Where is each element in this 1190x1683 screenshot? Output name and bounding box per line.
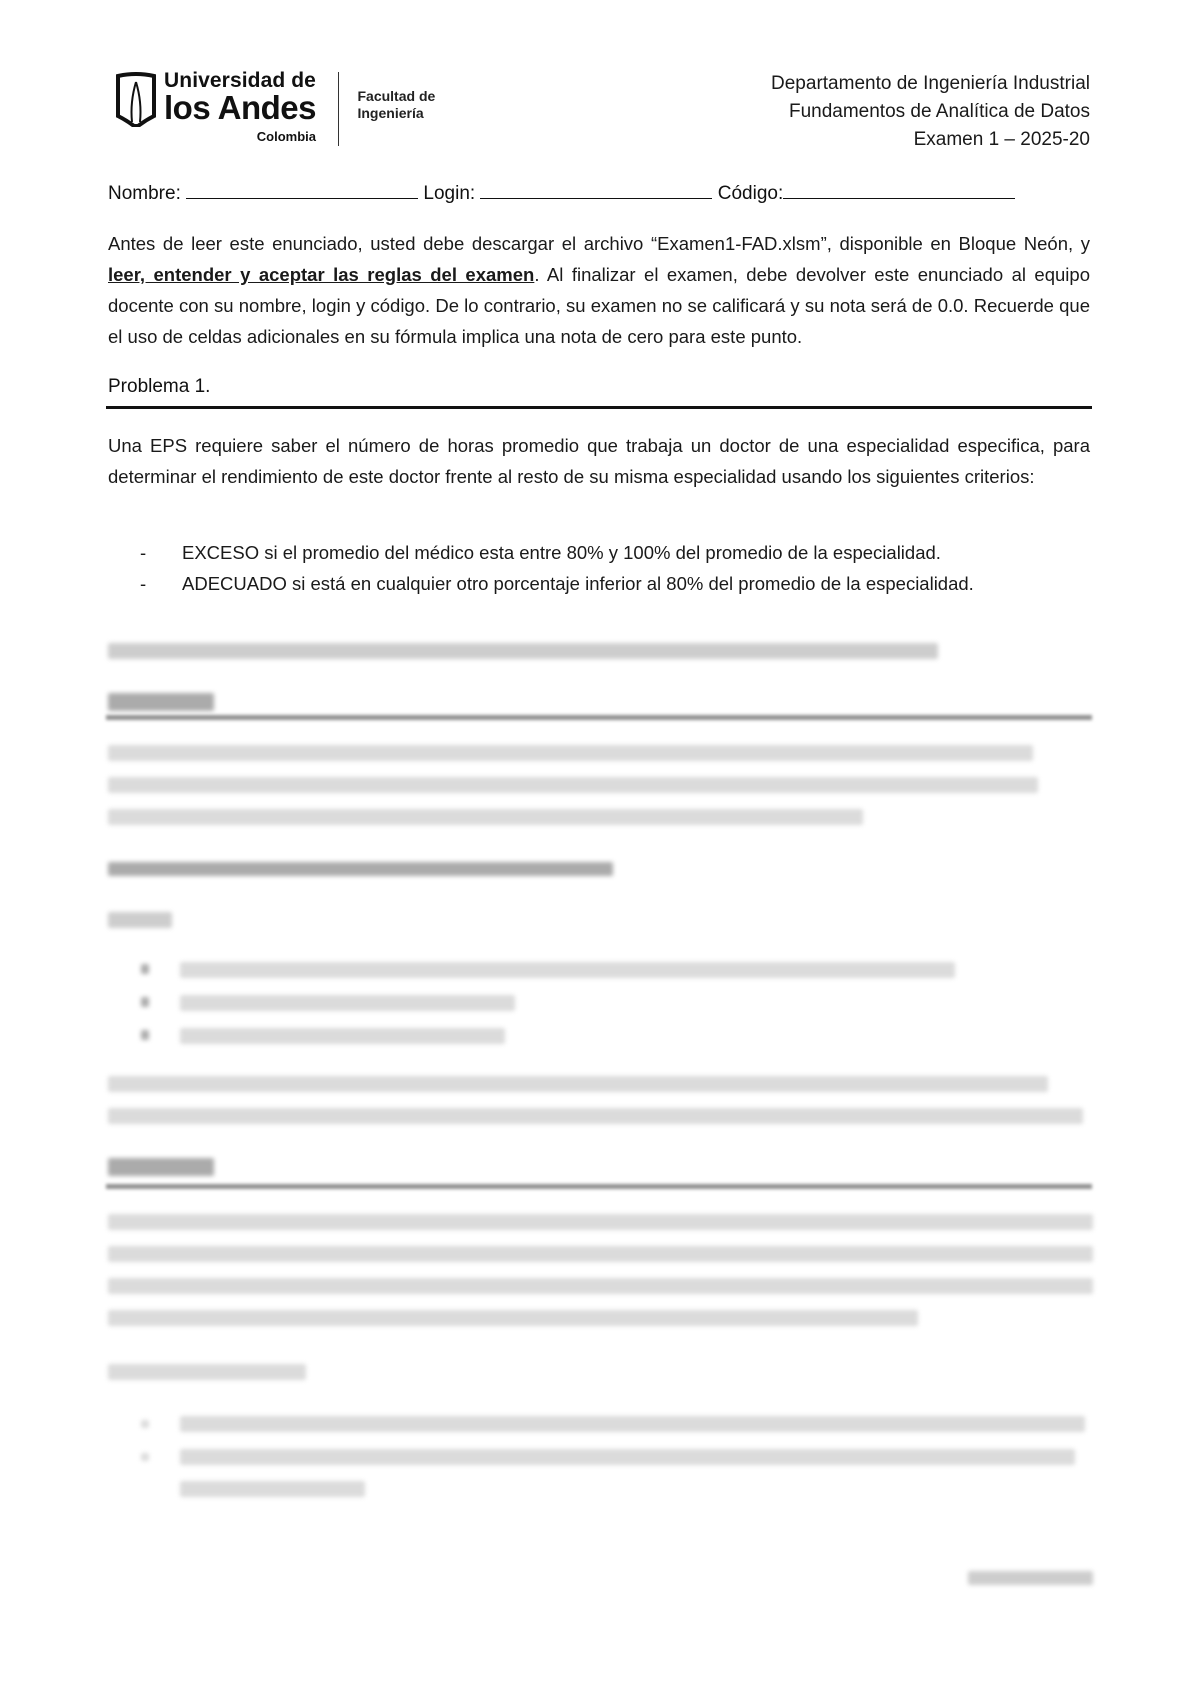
redacted-bullet [141,1030,149,1040]
exam-title: Examen 1 – 2025-20 [913,129,1090,150]
redacted-line [180,1481,365,1497]
redacted-line [180,962,955,978]
university-name-line1: Universidad de [164,69,316,92]
criteria-item [140,537,974,568]
bullet-dash: - [140,573,147,594]
redacted-line [108,1108,1083,1124]
intro-text-1: Antes de leer este enunciado, usted debe descargar el archivo “Examen1-FAD.xlsm”, disponible en Bloque Neón, y [108,233,1090,254]
university-shield-icon [116,72,156,127]
criteria-text: EXCESO si el promedio del médico esta entre 80% y 100% del promedio de la especialidad. [182,542,941,563]
intro-paragraph [108,228,1090,352]
redacted-line [180,995,515,1011]
redacted-line [108,745,1033,761]
redacted-line [108,1076,1048,1092]
redacted-line [108,643,938,659]
redacted-line [108,912,172,928]
exam-rules-link[interactable]: leer, entender y aceptar las reglas del examen [108,264,535,285]
bullet-dash: - [140,542,147,563]
problem1-title: Problema 1. [108,376,211,397]
faculty-line2: Ingeniería [357,104,424,121]
problem1-divider [106,406,1092,409]
criteria-text: ADECUADO si está en cualquier otro porcentaje inferior al 80% del promedio de la especialidad. [182,573,974,594]
header-info [771,70,1090,154]
redacted-bullet [141,1420,149,1428]
university-name-line2: los Andes [164,89,316,126]
redacted-divider [106,1184,1092,1189]
redacted-line [108,1246,1093,1262]
problem1-criteria [140,537,974,599]
redacted-line [108,777,1038,793]
university-logo [116,70,435,150]
intro-text-2: . Al finalizar el examen, debe devolver este enunciado al equipo docente con su nombre, login y código. De lo contrario, su examen no se calificará y su nota será de 0.0. Recuerde que el uso de celdas adicionales en su fórmula implica una nota de cero para este punto. [108,264,1090,347]
redacted-line [108,1364,306,1380]
student-fields [108,180,1015,205]
redacted-bullet [141,1453,149,1461]
redacted-line [180,1416,1085,1432]
redacted-divider [106,715,1092,720]
logo-divider [338,72,340,146]
login-label: Login: [423,183,476,204]
department-name: Departamento de Ingeniería Industrial [771,73,1090,94]
redacted-line [108,1214,1093,1230]
problem1-statement: Una EPS requiere saber el número de horas promedio que trabaja un doctor de una especialidad especifica, para determinar el rendimiento de este doctor frente al resto de su misma especialidad usando los siguientes criterios: [108,435,1090,487]
course-name: Fundamentos de Analítica de Datos [788,101,1090,122]
redacted-line [108,1310,918,1326]
redacted-line [108,1278,1093,1294]
redacted-line [108,862,613,876]
redacted-bullet [141,997,149,1007]
login-field[interactable] [480,180,712,199]
criteria-item [140,568,974,599]
faculty-name [357,88,435,122]
code-field[interactable] [783,180,1015,199]
university-country: Colombia [256,129,316,144]
redacted-heading [108,693,214,711]
page-number [968,1571,1093,1585]
redacted-heading [108,1158,214,1176]
redacted-line [180,1449,1075,1465]
faculty-line1: Facultad de [357,88,436,104]
code-label: Código: [717,183,784,204]
name-label: Nombre: [108,183,181,204]
university-name [164,70,316,143]
redacted-line [180,1028,505,1044]
redacted-bullet [141,964,149,974]
name-field[interactable] [186,180,418,199]
redacted-line [108,809,863,825]
